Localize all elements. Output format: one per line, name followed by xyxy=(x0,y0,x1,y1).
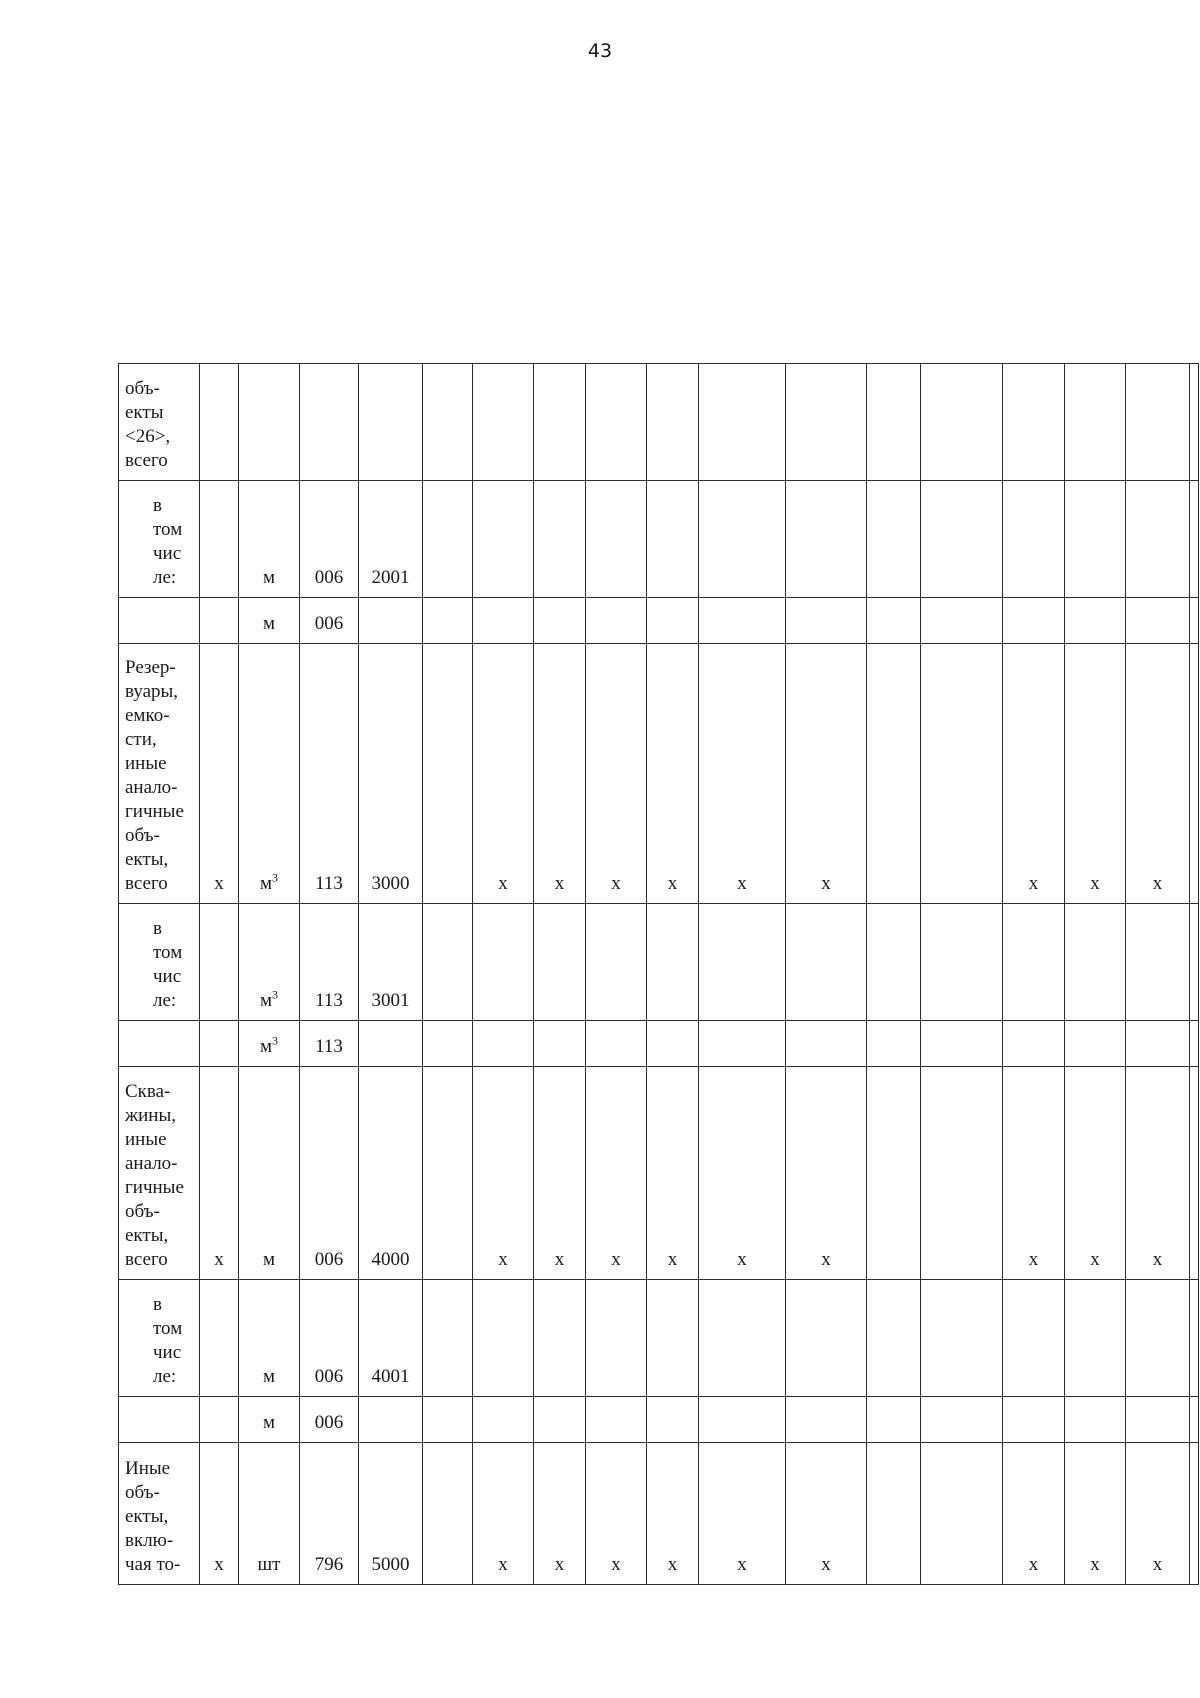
line-code-cell: 5000 xyxy=(359,1443,423,1585)
data-cell xyxy=(921,1021,1003,1067)
data-cell xyxy=(1190,1280,1199,1397)
data-cell xyxy=(867,1280,921,1397)
data-cell xyxy=(1065,481,1126,598)
data-cell xyxy=(534,1397,586,1443)
mark-cell xyxy=(200,1021,239,1067)
mark-cell xyxy=(200,364,239,481)
row-label-text: Иные объ- екты, вклю- чая то- xyxy=(125,1458,181,1575)
data-cell xyxy=(1190,904,1199,1021)
data-cell xyxy=(423,364,473,481)
okei-code-cell xyxy=(300,364,359,481)
data-cell xyxy=(534,904,586,1021)
data-cell xyxy=(1126,904,1190,1021)
okei-code-cell: 113 xyxy=(300,904,359,1021)
mark-cell xyxy=(200,481,239,598)
unit-text: шт xyxy=(257,1554,281,1575)
data-cell xyxy=(921,598,1003,644)
data-cell: х xyxy=(1065,1067,1126,1280)
data-cell xyxy=(647,1021,699,1067)
data-cell: х xyxy=(534,1443,586,1585)
data-cell xyxy=(699,598,786,644)
unit-text: м xyxy=(262,613,276,634)
unit-cell xyxy=(239,1021,300,1067)
table-row xyxy=(119,904,1199,1021)
unit-cell xyxy=(239,1280,300,1397)
data-cell xyxy=(921,364,1003,481)
data-cell xyxy=(534,364,586,481)
unit-cell xyxy=(239,1443,300,1585)
line-code-cell: 3001 xyxy=(359,904,423,1021)
data-cell: х xyxy=(473,644,534,904)
data-cell xyxy=(423,481,473,598)
data-cell xyxy=(786,598,867,644)
data-cell xyxy=(647,598,699,644)
data-cell xyxy=(1003,364,1065,481)
row-label xyxy=(119,1067,200,1280)
data-cell: х xyxy=(699,644,786,904)
data-cell xyxy=(921,481,1003,598)
data-cell xyxy=(1190,1443,1199,1585)
table-row xyxy=(119,1067,1199,1280)
data-cell xyxy=(1190,644,1199,904)
data-cell xyxy=(867,1067,921,1280)
data-cell xyxy=(1126,481,1190,598)
okei-code-cell: 006 xyxy=(300,598,359,644)
data-cell xyxy=(423,1021,473,1067)
data-cell xyxy=(586,1280,647,1397)
data-cell xyxy=(1126,364,1190,481)
page-number: 43 xyxy=(587,40,613,62)
data-cell xyxy=(699,1021,786,1067)
data-cell xyxy=(473,1021,534,1067)
data-cell xyxy=(786,1280,867,1397)
row-label xyxy=(119,1021,200,1067)
data-cell xyxy=(699,1280,786,1397)
data-cell: х xyxy=(534,644,586,904)
data-cell xyxy=(1190,481,1199,598)
data-cell xyxy=(647,481,699,598)
table-row xyxy=(119,1021,1199,1067)
data-cell xyxy=(534,598,586,644)
row-label xyxy=(119,1443,200,1585)
data-cell xyxy=(586,1397,647,1443)
row-label xyxy=(119,1280,200,1397)
unit-text: м xyxy=(262,567,276,588)
mark-cell xyxy=(200,598,239,644)
row-label-text: в том чис ле: xyxy=(153,918,183,1011)
data-cell: х xyxy=(1126,644,1190,904)
row-label-text: в том чис ле: xyxy=(153,1294,183,1387)
unit-superscript: 3 xyxy=(272,1033,279,1048)
data-cell: х xyxy=(786,1443,867,1585)
unit-cell xyxy=(239,364,300,481)
okei-code-cell: 796 xyxy=(300,1443,359,1585)
data-cell xyxy=(1190,1397,1199,1443)
table-row xyxy=(119,644,1199,904)
data-cell: х xyxy=(699,1443,786,1585)
data-cell xyxy=(921,1397,1003,1443)
row-label-text: в том чис ле: xyxy=(153,495,183,588)
data-cell xyxy=(423,598,473,644)
okei-code-cell: 006 xyxy=(300,1067,359,1280)
row-label xyxy=(119,644,200,904)
data-cell xyxy=(1003,1397,1065,1443)
data-cell xyxy=(867,904,921,1021)
table-row xyxy=(119,1280,1199,1397)
data-cell xyxy=(1190,598,1199,644)
unit-text: м xyxy=(259,873,273,894)
data-cell xyxy=(1065,1021,1126,1067)
unit-cell xyxy=(239,481,300,598)
row-label xyxy=(119,1397,200,1443)
data-cell xyxy=(867,481,921,598)
data-cell xyxy=(867,1021,921,1067)
data-cell: х xyxy=(1003,1443,1065,1585)
data-cell xyxy=(647,1397,699,1443)
row-label xyxy=(119,481,200,598)
data-cell xyxy=(1126,1021,1190,1067)
unit-superscript: 3 xyxy=(272,870,279,885)
data-cell xyxy=(586,598,647,644)
mark-cell: х xyxy=(200,644,239,904)
line-code-cell xyxy=(359,1397,423,1443)
row-label xyxy=(119,598,200,644)
data-cell xyxy=(423,904,473,1021)
line-code-cell: 4001 xyxy=(359,1280,423,1397)
data-cell xyxy=(921,1067,1003,1280)
data-cell xyxy=(423,1280,473,1397)
data-cell xyxy=(786,1397,867,1443)
data-cell xyxy=(1190,364,1199,481)
data-cell xyxy=(423,644,473,904)
table-row xyxy=(119,1443,1199,1585)
data-cell xyxy=(586,364,647,481)
data-cell xyxy=(699,904,786,1021)
data-cell xyxy=(586,904,647,1021)
data-cell xyxy=(1003,598,1065,644)
table-row xyxy=(119,598,1199,644)
data-cell xyxy=(586,481,647,598)
data-cell xyxy=(1003,481,1065,598)
mark-cell: х xyxy=(200,1443,239,1585)
objects-table xyxy=(118,363,1199,1585)
data-cell: х xyxy=(1003,644,1065,904)
data-cell xyxy=(867,1443,921,1585)
data-cell: х xyxy=(586,1067,647,1280)
data-cell xyxy=(647,904,699,1021)
data-cell xyxy=(534,481,586,598)
data-cell xyxy=(473,1397,534,1443)
data-cell: х xyxy=(534,1067,586,1280)
data-cell xyxy=(534,1021,586,1067)
data-cell: х xyxy=(786,1067,867,1280)
data-cell xyxy=(647,364,699,481)
data-cell: х xyxy=(647,1067,699,1280)
unit-cell xyxy=(239,598,300,644)
data-cell xyxy=(1065,1280,1126,1397)
data-cell xyxy=(473,1280,534,1397)
data-cell: х xyxy=(586,644,647,904)
data-cell: х xyxy=(1065,644,1126,904)
data-cell xyxy=(1190,1021,1199,1067)
unit-cell xyxy=(239,644,300,904)
data-cell xyxy=(473,481,534,598)
data-cell xyxy=(534,1280,586,1397)
data-cell xyxy=(867,1397,921,1443)
data-cell xyxy=(1003,1021,1065,1067)
line-code-cell: 3000 xyxy=(359,644,423,904)
data-cell xyxy=(786,1021,867,1067)
line-code-cell xyxy=(359,364,423,481)
data-cell: х xyxy=(473,1443,534,1585)
data-cell xyxy=(1065,1397,1126,1443)
okei-code-cell: 006 xyxy=(300,481,359,598)
unit-text: м xyxy=(259,990,273,1011)
data-cell xyxy=(921,1280,1003,1397)
data-cell xyxy=(1065,904,1126,1021)
data-cell xyxy=(921,904,1003,1021)
data-cell xyxy=(699,481,786,598)
data-cell xyxy=(786,481,867,598)
data-cell xyxy=(786,364,867,481)
data-cell xyxy=(1126,1397,1190,1443)
data-cell xyxy=(699,1397,786,1443)
data-cell xyxy=(473,364,534,481)
line-code-cell xyxy=(359,1021,423,1067)
data-cell: х xyxy=(586,1443,647,1585)
table-row xyxy=(119,1397,1199,1443)
row-label xyxy=(119,904,200,1021)
unit-cell xyxy=(239,904,300,1021)
mark-cell xyxy=(200,904,239,1021)
table-row xyxy=(119,481,1199,598)
okei-code-cell: 006 xyxy=(300,1397,359,1443)
unit-superscript: 3 xyxy=(272,987,279,1002)
unit-cell xyxy=(239,1067,300,1280)
unit-cell xyxy=(239,1397,300,1443)
okei-code-cell: 006 xyxy=(300,1280,359,1397)
data-cell xyxy=(867,644,921,904)
line-code-cell xyxy=(359,598,423,644)
unit-text: м xyxy=(259,1036,273,1057)
row-label-text: Сква- жины, иные анало- гичные объ- екты, всего xyxy=(125,1081,184,1270)
mark-cell xyxy=(200,1397,239,1443)
data-cell xyxy=(1003,904,1065,1021)
unit-text: м xyxy=(262,1366,276,1387)
line-code-cell: 4000 xyxy=(359,1067,423,1280)
row-label-text: объ- екты <26>, всего xyxy=(125,378,171,471)
data-cell: х xyxy=(786,644,867,904)
data-cell: х xyxy=(1065,1443,1126,1585)
data-cell: х xyxy=(473,1067,534,1280)
unit-text: м xyxy=(262,1249,276,1270)
data-cell xyxy=(473,904,534,1021)
data-cell: х xyxy=(1126,1067,1190,1280)
mark-cell: х xyxy=(200,1067,239,1280)
data-cell xyxy=(1065,364,1126,481)
mark-cell xyxy=(200,1280,239,1397)
data-cell xyxy=(867,364,921,481)
row-label xyxy=(119,364,200,481)
data-cell xyxy=(1126,1280,1190,1397)
data-cell xyxy=(423,1443,473,1585)
data-cell: х xyxy=(647,644,699,904)
data-cell xyxy=(473,598,534,644)
data-cell xyxy=(786,904,867,1021)
line-code-cell: 2001 xyxy=(359,481,423,598)
data-cell xyxy=(647,1280,699,1397)
data-cell xyxy=(423,1067,473,1280)
data-cell xyxy=(1065,598,1126,644)
data-cell xyxy=(1003,1280,1065,1397)
data-cell: х xyxy=(647,1443,699,1585)
data-cell: х xyxy=(699,1067,786,1280)
data-cell xyxy=(921,1443,1003,1585)
table-row xyxy=(119,364,1199,481)
data-cell xyxy=(867,598,921,644)
data-cell xyxy=(1126,598,1190,644)
table-body xyxy=(119,364,1199,1585)
row-label-text: Резер- вуары, емко- сти, иные анало- гичные объ- екты, всего xyxy=(125,657,184,894)
data-cell xyxy=(586,1021,647,1067)
okei-code-cell: 113 xyxy=(300,644,359,904)
data-cell: х xyxy=(1003,1067,1065,1280)
data-cell: х xyxy=(1126,1443,1190,1585)
unit-text: м xyxy=(262,1412,276,1433)
okei-code-cell: 113 xyxy=(300,1021,359,1067)
data-cell xyxy=(423,1397,473,1443)
data-cell xyxy=(699,364,786,481)
data-cell xyxy=(921,644,1003,904)
data-cell xyxy=(1190,1067,1199,1280)
